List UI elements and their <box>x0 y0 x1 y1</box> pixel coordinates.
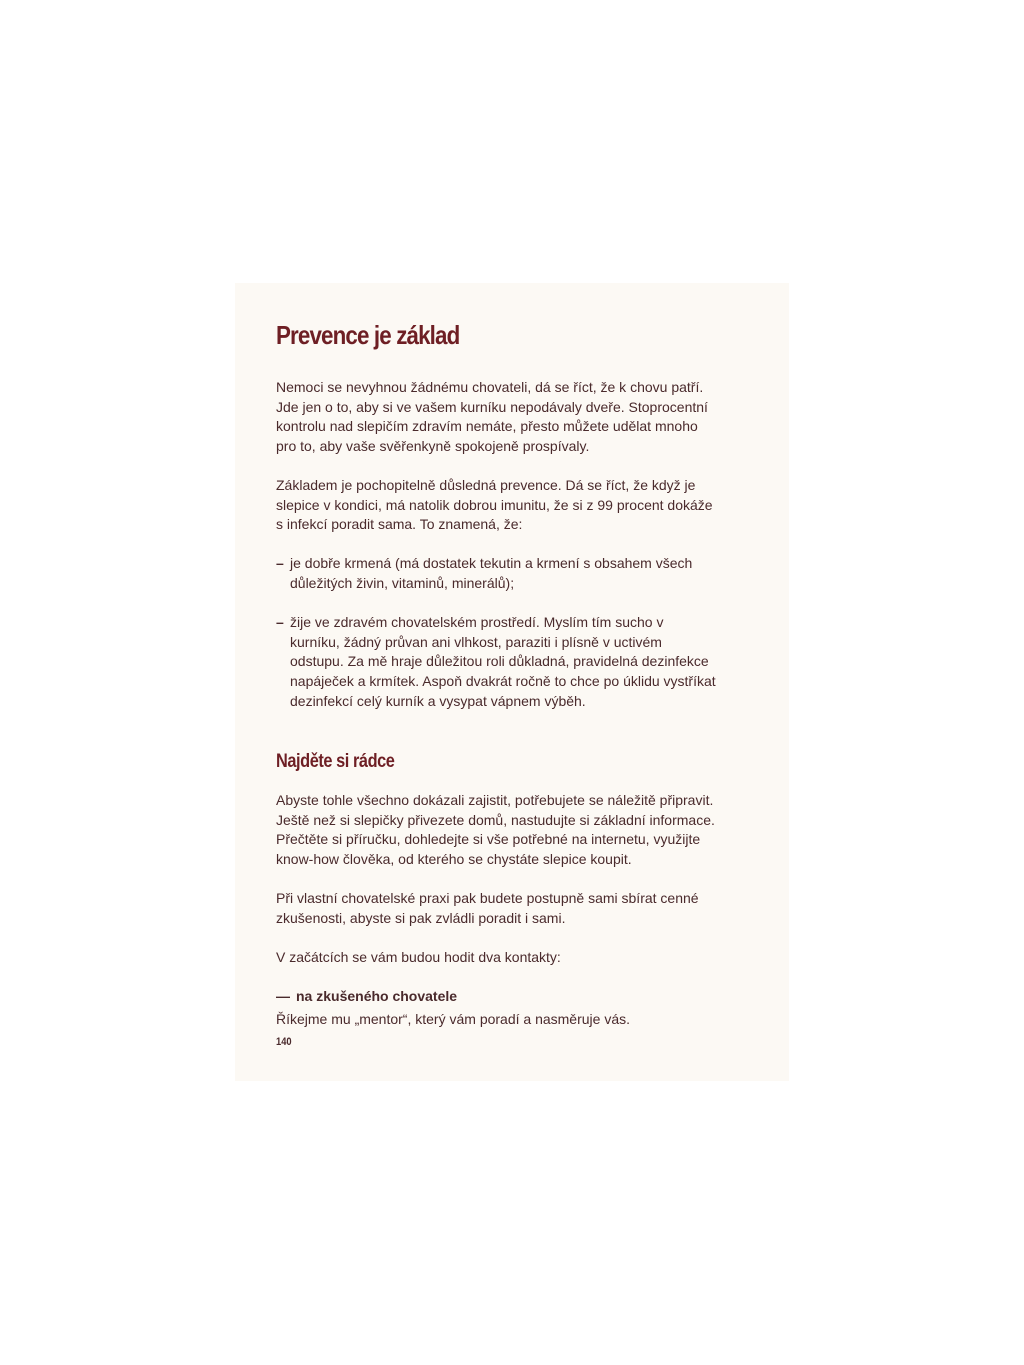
paragraph-contacts-intro: V začátcích se vám budou hodit dva kontakty: <box>276 948 561 965</box>
subsection-heading: Najděte si rádce <box>276 751 395 773</box>
paragraph-intro: Nemoci se nevyhnou žádnému chovateli, dá se říct, že k chovu patří. Jde jen o to, aby si ve vašem kurníku nepodávaly dveře. Stoprocentní kontrolu nad slepičím zdravím nemáte, přesto můžete udělat mnoho pro to, aby vaše svěřenkyně spokojeně prospívaly. <box>276 379 708 454</box>
page-content <box>276 319 716 1029</box>
page-number: 140 <box>276 1036 292 1048</box>
paragraph-preparation: Abyste tohle všechno dokázali zajistit, potřebujete se náležitě připravit. Ještě než si slepičky přivezete domů, nastudujte si základní informace. Přečtěte si příručku, dohledejte si vše potřebné na internetu, využijte know-how člověka, od kterého se chystáte slepice koupit. <box>276 792 715 867</box>
list-item <box>276 613 716 711</box>
em-dash-bullet: — <box>276 988 290 1005</box>
dash-bullet: – <box>276 555 284 572</box>
condition-list <box>276 554 716 711</box>
list-item <box>276 554 716 593</box>
contact-description: Říkejme mu „mentor“, který vám poradí a nasměruje vás. <box>276 1010 631 1027</box>
paragraph-experience: Při vlastní chovatelské praxi pak budete postupně sami sbírat cenné zkušenosti, abyste si pak zvládli poradit i sami. <box>276 890 699 926</box>
list-item-text: je dobře krmená (má dostatek tekutin a krmení s obsahem všech důležitých živin, vitaminů, minerálů); <box>290 555 693 591</box>
paragraph-prevention: Základem je pochopitelně důsledná prevence. Dá se říct, že když je slepice v kondici, má natolik dobrou imunitu, že si z 99 procent dokáže s infekcí poradit sama. To znamená, že: <box>276 476 713 533</box>
book-page <box>235 283 789 1081</box>
list-item-text: žije ve zdravém chovatelském prostředí. Myslím tím sucho v kurníku, žádný průvan ani vlhkost, paraziti i plísně v uctivém odstupu. Za mě hraje důležitou roli důkladná, pravidelná dezinfekce napáječek a krmítek. Aspoň dvakrát ročně to chce po úklidu vystříkat dezinfekcí celý kurník a vysypat vápnem výběh. <box>290 614 716 709</box>
section-heading: Prevence je základ <box>276 320 460 350</box>
contact-title: na zkušeného chovatele <box>296 988 458 1005</box>
dash-bullet: – <box>276 614 284 631</box>
contact-heading <box>276 987 716 1007</box>
